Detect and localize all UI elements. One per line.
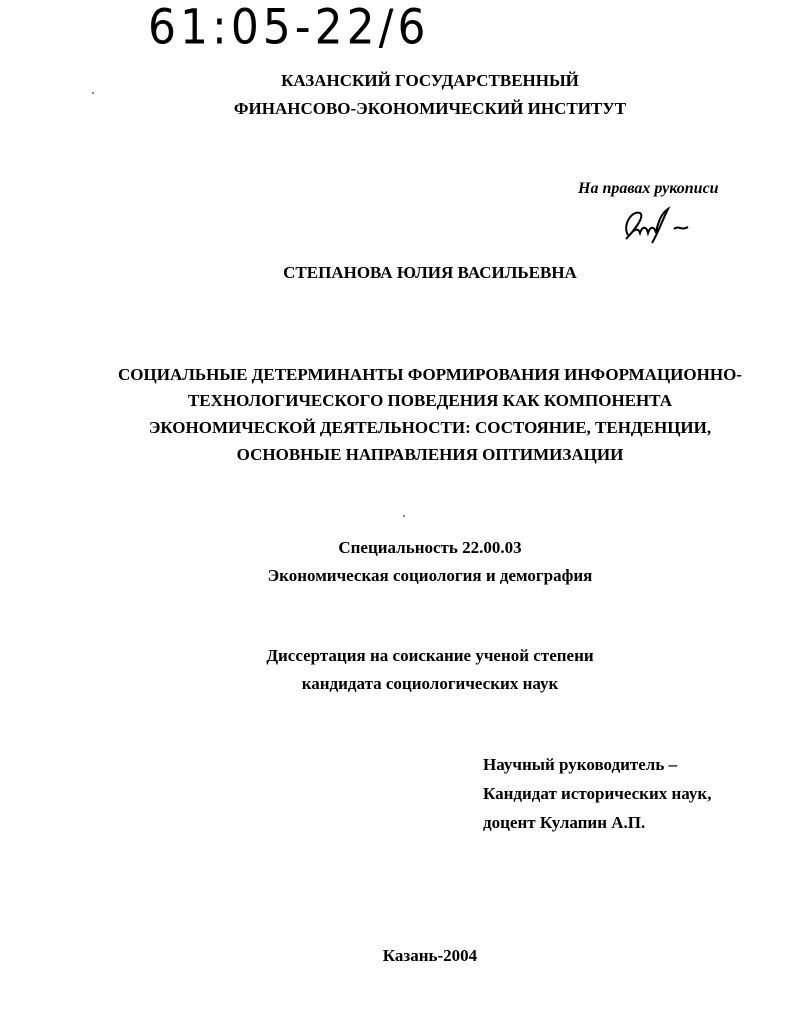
rights-note: На правах рукописи <box>578 180 719 197</box>
institution-line-2: ФИНАНСОВО-ЭКОНОМИЧЕСКИЙ ИНСТИТУТ <box>233 99 627 118</box>
scan-speck <box>403 515 405 517</box>
specialty-name: Экономическая социология и демография <box>267 566 593 585</box>
supervisor-line-2: Кандидат исторических наук, <box>483 784 712 803</box>
title-line-2: ТЕХНОЛОГИЧЕСКОГО ПОВЕДЕНИЯ КАК КОМПОНЕНТА <box>187 391 673 410</box>
handwritten-archive-code: 61:05-22/6 <box>148 0 430 56</box>
author-name: СТЕПАНОВА ЮЛИЯ ВАСИЛЬЕВНА <box>283 263 577 282</box>
degree-line-2: кандидата социологических наук <box>301 674 559 693</box>
title-line-1: СОЦИАЛЬНЫЕ ДЕТЕРМИНАНТЫ ФОРМИРОВАНИЯ ИНФОРМАЦИОННО- <box>118 365 742 384</box>
supervisor-line-3: доцент Кулапин А.П. <box>483 813 646 832</box>
institution-line-1: КАЗАНСКИЙ ГОСУДАРСТВЕННЫЙ <box>281 71 579 90</box>
supervisor-line-1: Научный руководитель – <box>483 755 678 774</box>
supervisor-block <box>483 750 711 837</box>
degree-line-1: Диссертация на соискание ученой степени <box>266 646 594 665</box>
title-line-3: ЭКОНОМИЧЕСКОЙ ДЕЯТЕЛЬНОСТИ: СОСТОЯНИЕ, ТЕНДЕНЦИИ, <box>148 418 712 437</box>
signature <box>618 205 698 245</box>
scan-speck <box>92 92 94 94</box>
city-year: Казань-2004 <box>382 946 478 965</box>
specialty-code: Специальность 22.00.03 <box>338 538 522 557</box>
title-line-4: ОСНОВНЫЕ НАПРАВЛЕНИЯ ОПТИМИЗАЦИИ <box>236 445 624 464</box>
